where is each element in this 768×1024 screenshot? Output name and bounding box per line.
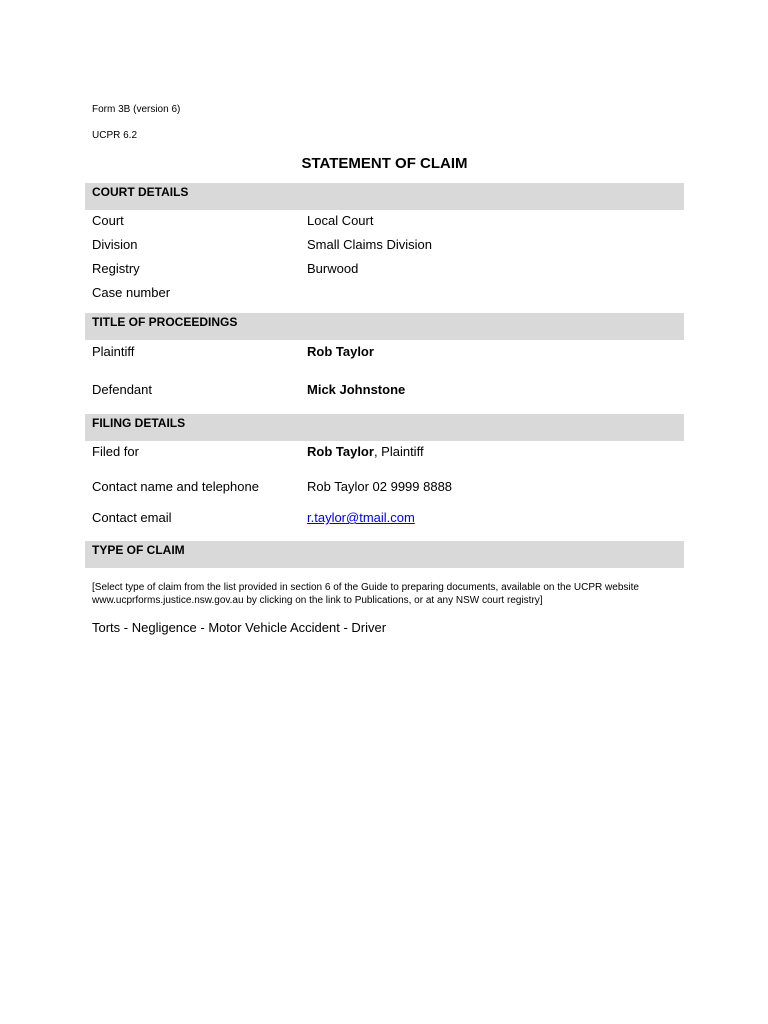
defendant-label: Defendant — [92, 382, 152, 397]
email-link[interactable]: r.taylor@tmail.com — [307, 510, 415, 525]
defendant-value: Mick Johnstone — [307, 382, 406, 397]
registry-label: Registry — [92, 261, 140, 276]
section-title: TITLE OF PROCEEDINGS — [92, 315, 238, 329]
court-label: Court — [92, 213, 124, 228]
section-title: TYPE OF CLAIM — [92, 543, 185, 557]
contact-label: Contact name and telephone — [92, 479, 259, 494]
contact-value: Rob Taylor 02 9999 8888 — [307, 479, 453, 494]
plaintiff-value: Rob Taylor — [307, 344, 374, 359]
case-number-label: Case number — [92, 285, 171, 300]
form-identifier: Form 3B (version 6) — [92, 104, 181, 115]
document-title: STATEMENT OF CLAIM — [301, 155, 468, 172]
claim-type-value: Torts - Negligence - Motor Vehicle Accident - Driver — [92, 620, 387, 635]
division-value: Small Claims Division — [307, 237, 432, 252]
filed-for-value — [307, 444, 424, 460]
filed-for-name: Rob Taylor — [307, 444, 374, 459]
claim-type-instructions: [Select type of claim from the list provided in section 6 of the Guide to preparing documents, available on the UCPR website www.ucprforms.justice.nsw.gov.au by clicking on the link to Publications, or at any NSW court registry] — [92, 582, 639, 606]
type-of-claim-header — [85, 541, 684, 568]
filed-for-label: Filed for — [92, 444, 139, 459]
section-title: COURT DETAILS — [92, 185, 189, 199]
court-details-header — [85, 183, 684, 210]
division-label: Division — [92, 237, 138, 252]
section-title: FILING DETAILS — [92, 416, 186, 430]
rule-reference: UCPR 6.2 — [92, 130, 138, 141]
court-value: Local Court — [307, 213, 374, 228]
filing-details-header — [85, 414, 684, 441]
registry-value: Burwood — [307, 261, 359, 276]
plaintiff-label: Plaintiff — [92, 344, 135, 359]
email-label: Contact email — [92, 510, 172, 525]
filed-for-role: , Plaintiff — [373, 444, 424, 459]
title-of-proceedings-header — [85, 313, 684, 340]
